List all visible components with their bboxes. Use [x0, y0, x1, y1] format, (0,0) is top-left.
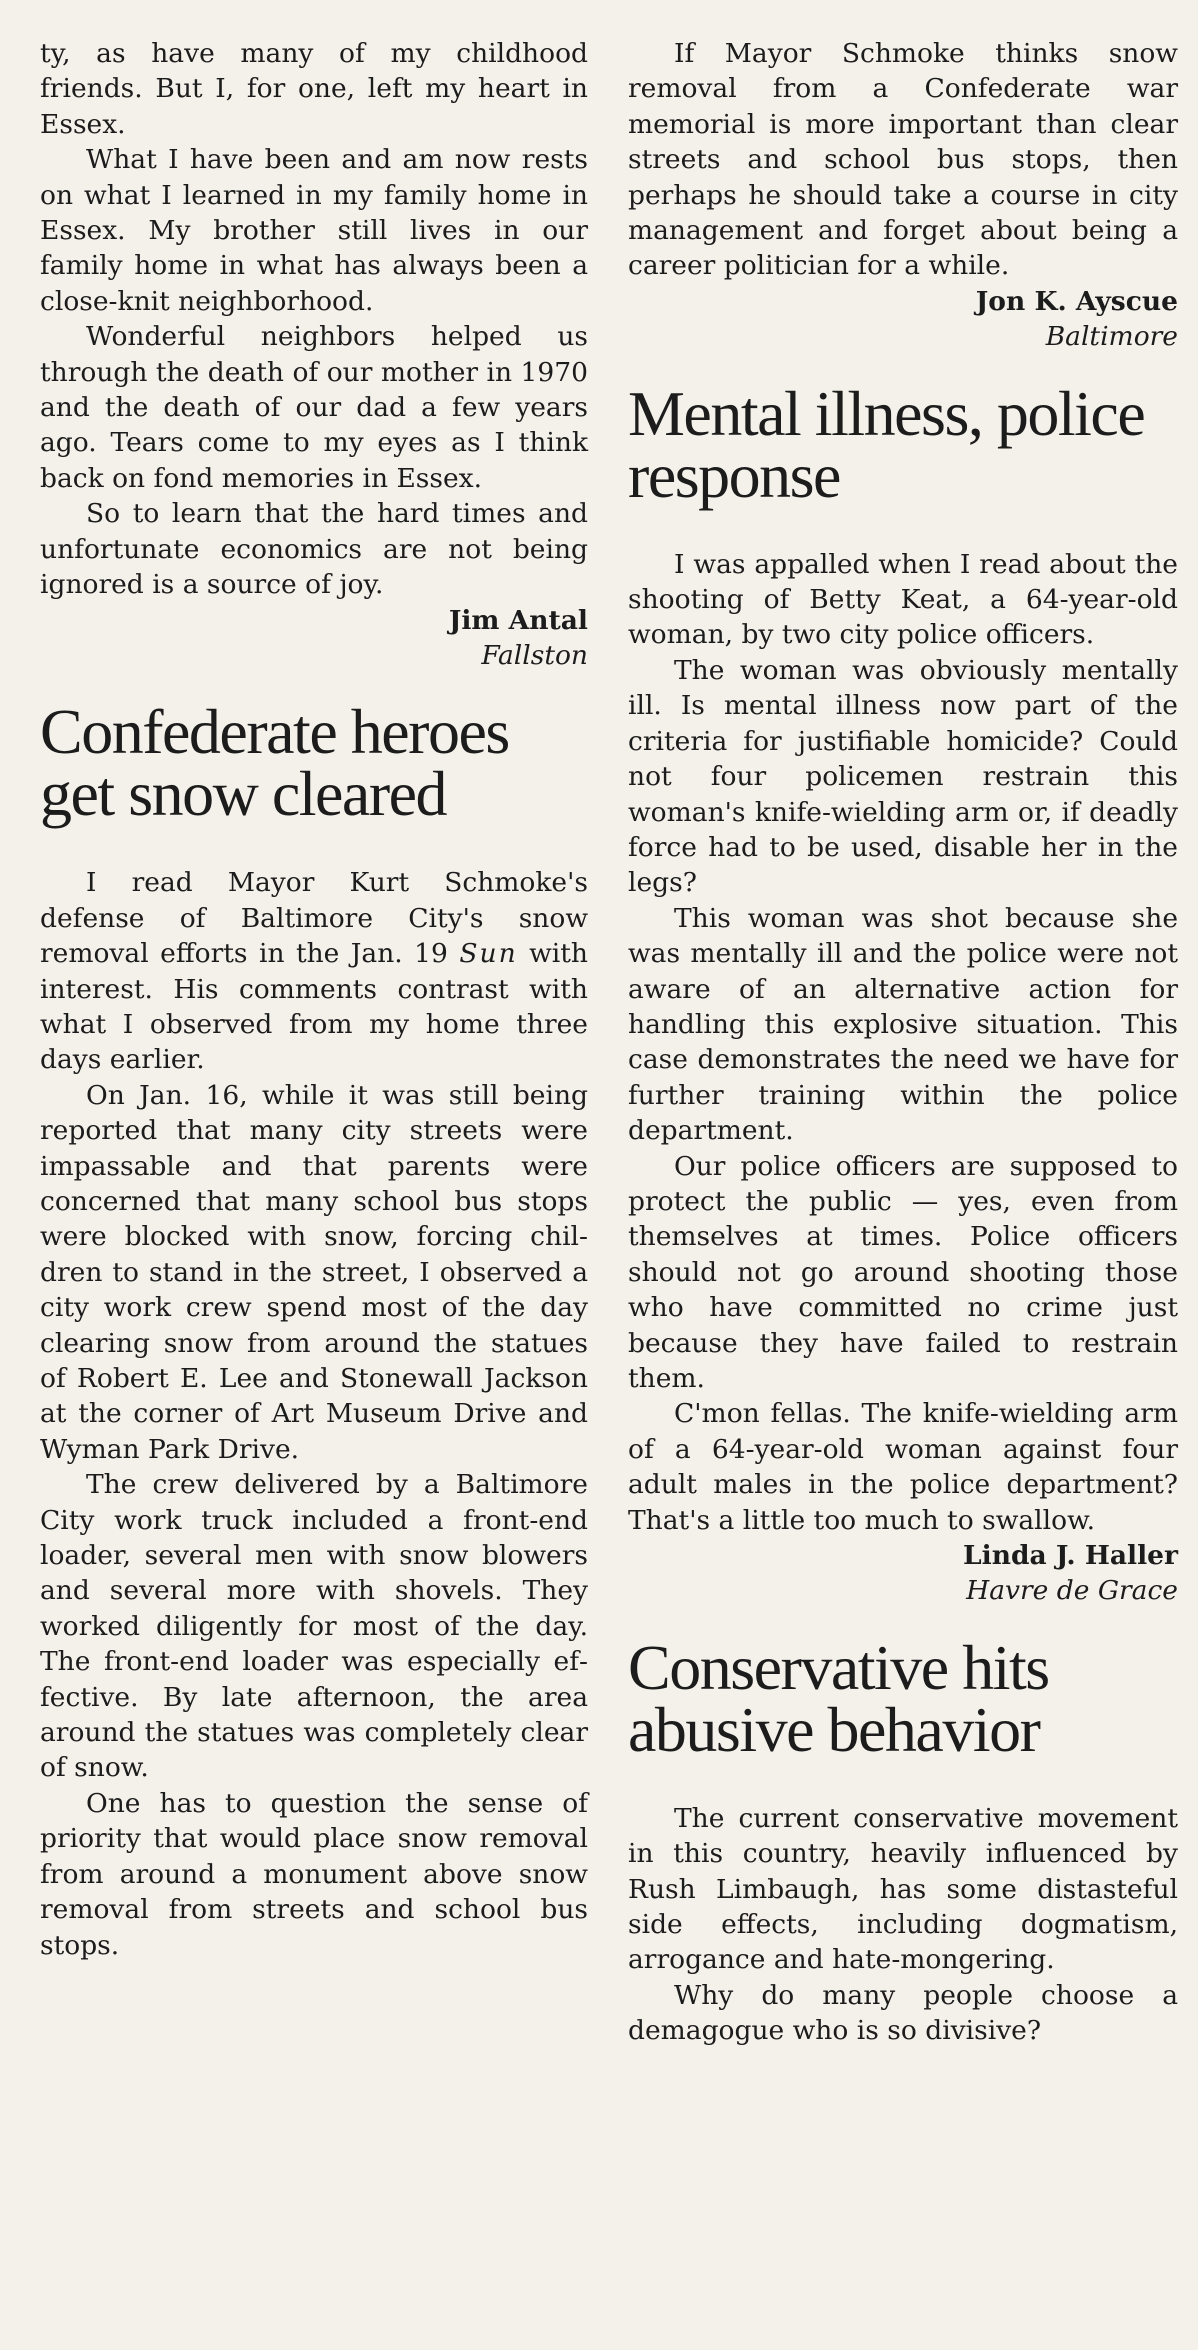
paragraph: I was appalled when I read about the shooting of Betty Keat, a 64-year-old woman, by two city police officers. [628, 548, 1178, 651]
paragraph: The crew delivered by a Baltimore City work truck included a front-end loader, several men with snow blowers and several more with shovels. They worked diligently for most of the day. The front-end loader was especially effective. By late afternoon, the area around the statues was completely clear of snow. [40, 1469, 588, 1784]
author-name: Jim Antal [448, 604, 588, 636]
author-name: Linda J. Haller [963, 1540, 1178, 1572]
author-name: Jon K. Ayscue [975, 285, 1178, 317]
paragraph: C'mon fellas. The knife-wielding arm of a 64-year-old woman against four adult males in the police department? That's a little too much to swallow. [628, 1398, 1178, 1536]
signature-linda-haller [628, 1538, 1178, 1609]
author-place: Fallston [481, 639, 588, 671]
paragraph: One has to question the sense of priority that would place snow removal from around a monument above snow removal from streets and school bus stops. [40, 1787, 588, 1961]
signature-jon-ayscue [628, 284, 1178, 355]
right-column [628, 36, 1178, 2049]
author-place: Baltimore [1045, 321, 1178, 353]
paragraph: Why do many people choose a demagogue who is so divisive? [628, 1979, 1178, 2047]
author-place: Havre de Grace [966, 1575, 1178, 1607]
paragraph: Our police officers are supposed to protect the public — yes, even from themselves at times. Police officers should not go around shooting those who have committed no crime just because they have failed to restrain them. [628, 1150, 1178, 1394]
headline-mental-illness: Mental illness, police response [628, 377, 1145, 511]
headline-conservative-hits: Conservative hits abusive behavior [628, 1631, 1049, 1765]
paragraph: Wonderful neighbors helped us through the death of our mother in 1970 and the death of our dad a few years ago. Tears come to my eyes as I think back on fond memories in Essex. [40, 321, 588, 494]
text-span: with interest. His comments contrast with what I observed from my home three days earlier. [40, 938, 588, 1076]
paragraph: The current conservative movement in this country, heavily influenced by Rush Limbaugh, has some distasteful side effects, including dogmatism, arrogance and hate-mongering. [628, 1802, 1178, 1976]
paragraph: So to learn that the hard times and unfortunate economics are not being ignored is a source of joy. [40, 498, 588, 601]
paragraph: This woman was shot because she was mentally ill and the police were not aware of an alternative action for handling this explosive situation. This case demonstrates the need we have for further training within the police department. [628, 902, 1178, 1147]
paragraph: If Mayor Schmoke thinks snow removal from a Confederate war memorial is more important than clear streets and school bus stops, then perhaps he should take a course in city management and forget about being a career politician for a while. [628, 38, 1178, 282]
newspaper-name: Sun [459, 938, 518, 970]
paragraph [40, 865, 588, 1077]
paragraph: The woman was obviously mentally ill. Is mental illness now part of the criteria for justifiable homicide? Could not four policemen restrain this woman's knife-wielding arm or, if deadly force had to be used, disable her in the legs? [628, 654, 1178, 899]
paragraph: ty, as have many of my childhood friends. But I, for one, left my heart in Essex. [40, 38, 588, 140]
paragraph: On Jan. 16, while it was still being reported that many city streets were impassable and that parents were concerned that many school bus stops were blocked with snow, forcing children to stand in the street, I observed a city work crew spend most of the day clearing snow from around the statues of Robert E. Lee and Stonewall Jackson at the corner of Art Museum Drive and Wyman Park Drive. [40, 1079, 588, 1465]
signature-jim-antal [40, 603, 588, 674]
text-span: I read Mayor Kurt Schmoke's defense of Baltimore City's snow removal efforts in the Jan. 19 [40, 867, 588, 970]
paragraph: What I have been and am now rests on what I learned in my family home in Essex. My brother still lives in our family home in what has always been a close-knit neighborhood. [40, 144, 588, 317]
left-column [40, 36, 588, 1963]
headline-confederate-heroes: Confederate heroes get snow cleared [40, 696, 509, 830]
